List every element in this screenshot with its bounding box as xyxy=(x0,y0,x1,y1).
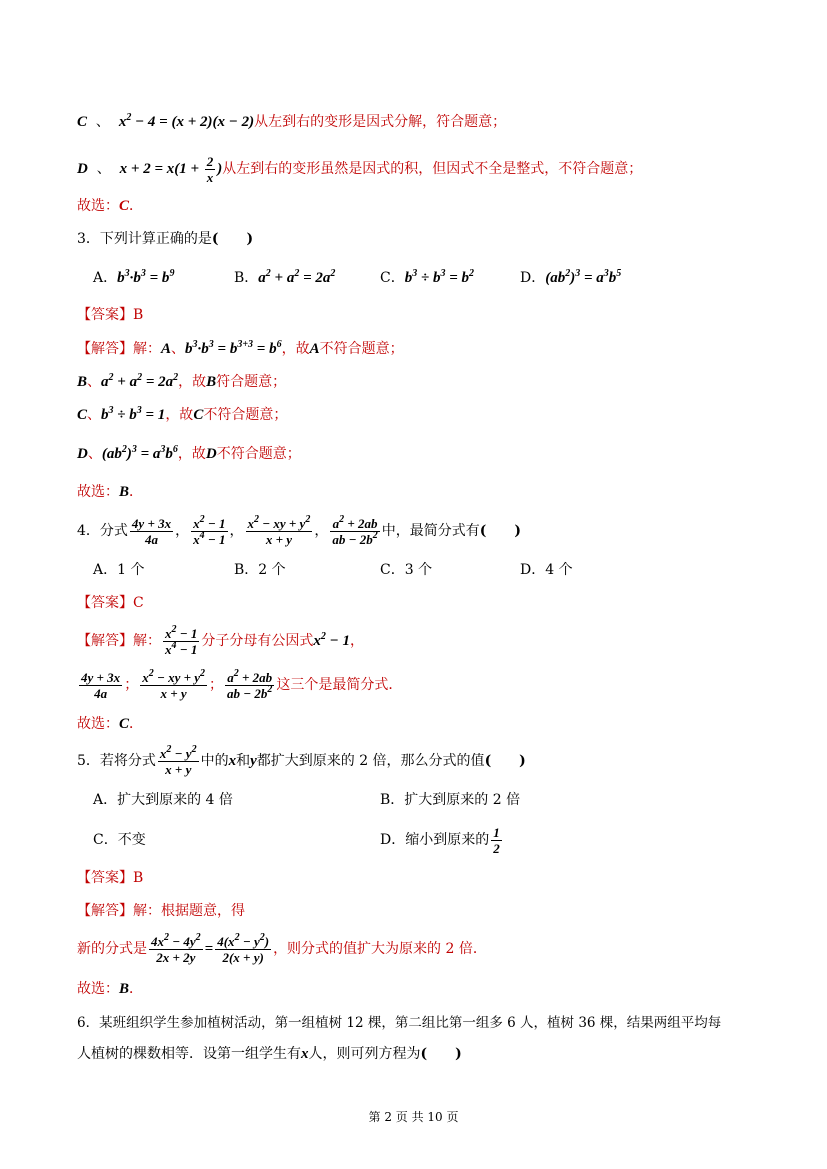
prev-choice-line: 故选：C． xyxy=(77,198,144,214)
question-6-line-1: 6．某班组织学生参加植树活动，第一组植树 12 棵，第二组比第一组多 6 人，植树 36 棵，结果两组平均每 xyxy=(77,1015,722,1031)
q3-analysis-b: B、$a^2 + a^2 = 2a^2$，故B符合题意； xyxy=(77,372,287,390)
explanation-text: 从左到右的变形虽然是因式的积，但因式不全是整式，不符合题意； xyxy=(222,160,643,177)
q3-choice: 故选：B． xyxy=(77,484,144,500)
option-label: C xyxy=(77,114,88,130)
q5-choice: 故选：B． xyxy=(77,981,144,997)
q5-option-b: B．扩大到原来的 2 倍 xyxy=(380,792,521,808)
q3-analysis-a: 【解答】解：A、$b^3\cdot b^3 = b^{3+3} = b^6$，故A不符合题意； xyxy=(77,339,404,357)
q5-option-c: C．不变 xyxy=(93,832,146,848)
q3-option-d: D．$(ab^2)^3 = a^3b^5$ xyxy=(520,268,622,286)
q3-option-a: A．$b^3\cdot b^3 = b^9$ xyxy=(93,268,175,286)
q4-option-d: D．4 个 xyxy=(520,562,573,578)
q4-option-b: B．2 个 xyxy=(234,562,286,578)
question-5-stem: 5．若将分式 $\frac{x^2 - y^2}{x + y}$ 中的x和y都扩大到原来的 2 倍，那么分式的值( ) xyxy=(77,743,526,777)
prev-option-d-line: D 、 x + 2 = x(1 + $\frac{2}{x}$ )从左到右的变形虽然是因式的积，但因式不全是整式，不符合题意； xyxy=(77,154,643,185)
option-label: D xyxy=(77,160,88,177)
q3-analysis-c: C、$b^3 \div b^3 = 1$，故C不符合题意； xyxy=(77,405,288,423)
q3-option-c: C．$b^3 \div b^3 = b^2$ xyxy=(380,268,475,286)
q3-option-b: B．$a^2 + a^2 = 2a^2$ xyxy=(234,268,336,286)
q5-option-a: A．扩大到原来的 4 倍 xyxy=(93,792,233,808)
q5-option-d: D．缩小到原来的 $\frac{1}{2}$ xyxy=(380,824,500,856)
q5-analysis: 【解答】解：根据题意，得 xyxy=(77,903,245,919)
question-6-line-2: 人植树的棵数相等．设第一组学生有x人，则可列方程为( ) xyxy=(77,1046,462,1062)
q3-answer: 【答案】B xyxy=(77,307,144,323)
q5-new-fraction: 新的分式是 $\frac{4x^2 - 4y^2}{2x + 2y}$ = $\frac{4(x^2 - y^2)}{2(x + y)}$ ，则分式的值扩大为原来的 2 倍． xyxy=(77,931,487,965)
q4-analysis-2: $\frac{4y + 3x}{4a}$ ； $\frac{x^2 - xy + y^2}{x + y}$ ； $\frac{a^2 + 2ab}{ab - 2b^2}$ 这三个是最简分式． xyxy=(81,667,403,701)
q5-answer: 【答案】B xyxy=(77,870,144,886)
q3-analysis-d: D、$(ab^2)^3 = a^3b^6$，故D不符合题意； xyxy=(77,444,301,462)
explanation-text: 从左到右的变形是因式分解，符合题意； xyxy=(254,114,507,130)
q4-option-c: C．3 个 xyxy=(380,562,433,578)
question-4-stem: 4．分式 $\frac{4y + 3x}{4a}$ ， $\frac{x^2 - 1}{x^4 - 1}$ ， $\frac{x^2 - xy + y^2}{x + y}$ ， $\frac{a^2 + 2ab}{ab - 2b^2}$ 中，最简分式有( ) xyxy=(77,513,521,547)
math-expression: x + 2 = x(1 + $\frac{2}{x}$ ) xyxy=(119,154,223,185)
math-expression: $x^2 - 4 = (x + 2)(x - 2)$ xyxy=(118,112,255,130)
q4-choice: 故选：C． xyxy=(77,716,144,732)
q4-option-a: A．1 个 xyxy=(93,562,145,578)
question-3-stem: 3．下列计算正确的是( ) xyxy=(77,231,254,247)
page-footer: 第 2 页 共 10 页 xyxy=(368,1110,459,1124)
q4-answer: 【答案】C xyxy=(77,595,144,611)
q4-analysis-1: 【解答】解： $\frac{x^2 - 1}{x^4 - 1}$ 分子分母有公因式$x^2 - 1$， xyxy=(77,623,364,657)
prev-option-c-line: C 、 $x^2 - 4 = (x + 2)(x - 2)$从左到右的变形是因式分解，符合题意； xyxy=(77,112,507,130)
